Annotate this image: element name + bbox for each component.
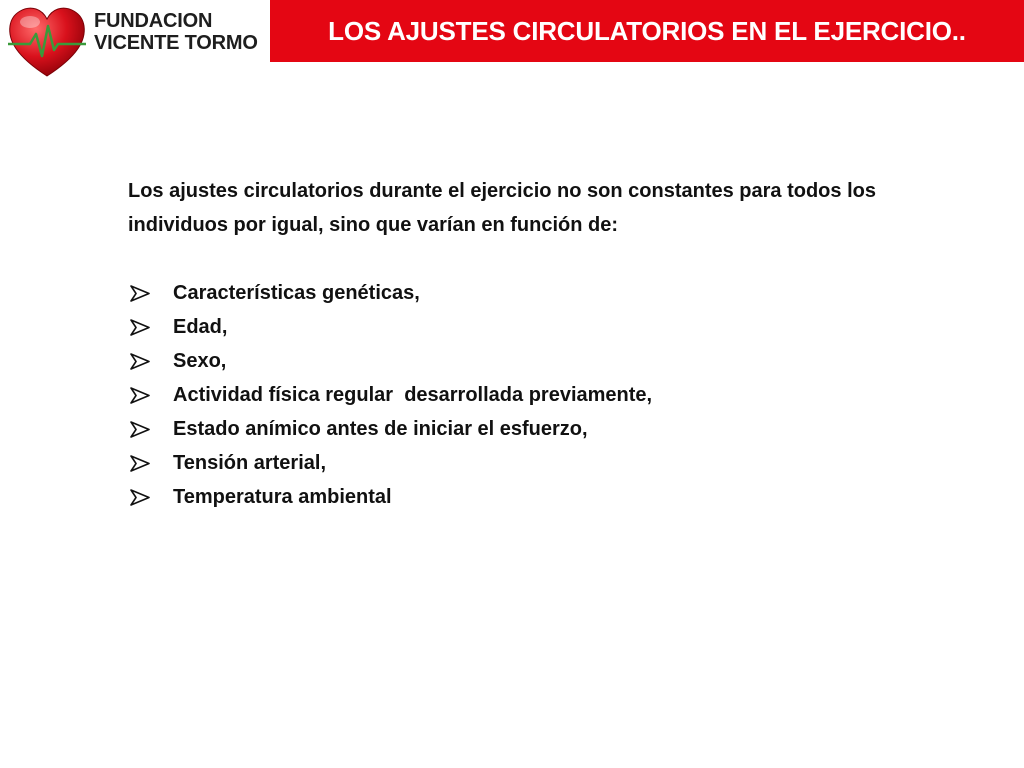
heart-logo-icon bbox=[6, 4, 88, 80]
arrowhead-bullet-icon bbox=[130, 455, 150, 472]
factor-list bbox=[128, 276, 948, 514]
foundation-logo bbox=[6, 4, 266, 82]
list-item-text: Características genéticas, bbox=[173, 282, 420, 304]
arrowhead-bullet-icon bbox=[130, 319, 150, 336]
list-item-text: Estado anímico antes de iniciar el esfuerzo, bbox=[173, 418, 588, 440]
arrowhead-bullet-icon bbox=[130, 489, 150, 506]
list-item-text: Edad, bbox=[173, 316, 228, 338]
title-bar bbox=[270, 0, 1024, 62]
list-item-text: Temperatura ambiental bbox=[173, 486, 392, 508]
arrowhead-bullet-icon bbox=[130, 421, 150, 438]
list-item bbox=[128, 276, 948, 310]
list-item bbox=[128, 446, 948, 480]
list-item-text: Sexo, bbox=[173, 350, 227, 372]
list-item bbox=[128, 310, 948, 344]
list-item bbox=[128, 480, 948, 514]
slide-title: LOS AJUSTES CIRCULATORIOS EN EL EJERCICIO.. bbox=[328, 15, 966, 46]
list-item bbox=[128, 344, 948, 378]
list-item bbox=[128, 378, 948, 412]
logo-line-2: VICENTE TORMO bbox=[94, 32, 258, 54]
list-item bbox=[128, 412, 948, 446]
arrowhead-bullet-icon bbox=[130, 353, 150, 370]
intro-paragraph: Los ajustes circulatorios durante el ejercicio no son constantes para todos los individuos por igual, sino que varían en función de: bbox=[128, 180, 876, 236]
list-item-text: Tensión arterial, bbox=[173, 452, 327, 474]
arrowhead-bullet-icon bbox=[130, 285, 150, 302]
list-item-text: Actividad física regular desarrollada previamente, bbox=[173, 384, 653, 406]
slide-content bbox=[128, 174, 948, 514]
arrowhead-bullet-icon bbox=[130, 387, 150, 404]
logo-line-1: FUNDACION bbox=[94, 10, 213, 32]
